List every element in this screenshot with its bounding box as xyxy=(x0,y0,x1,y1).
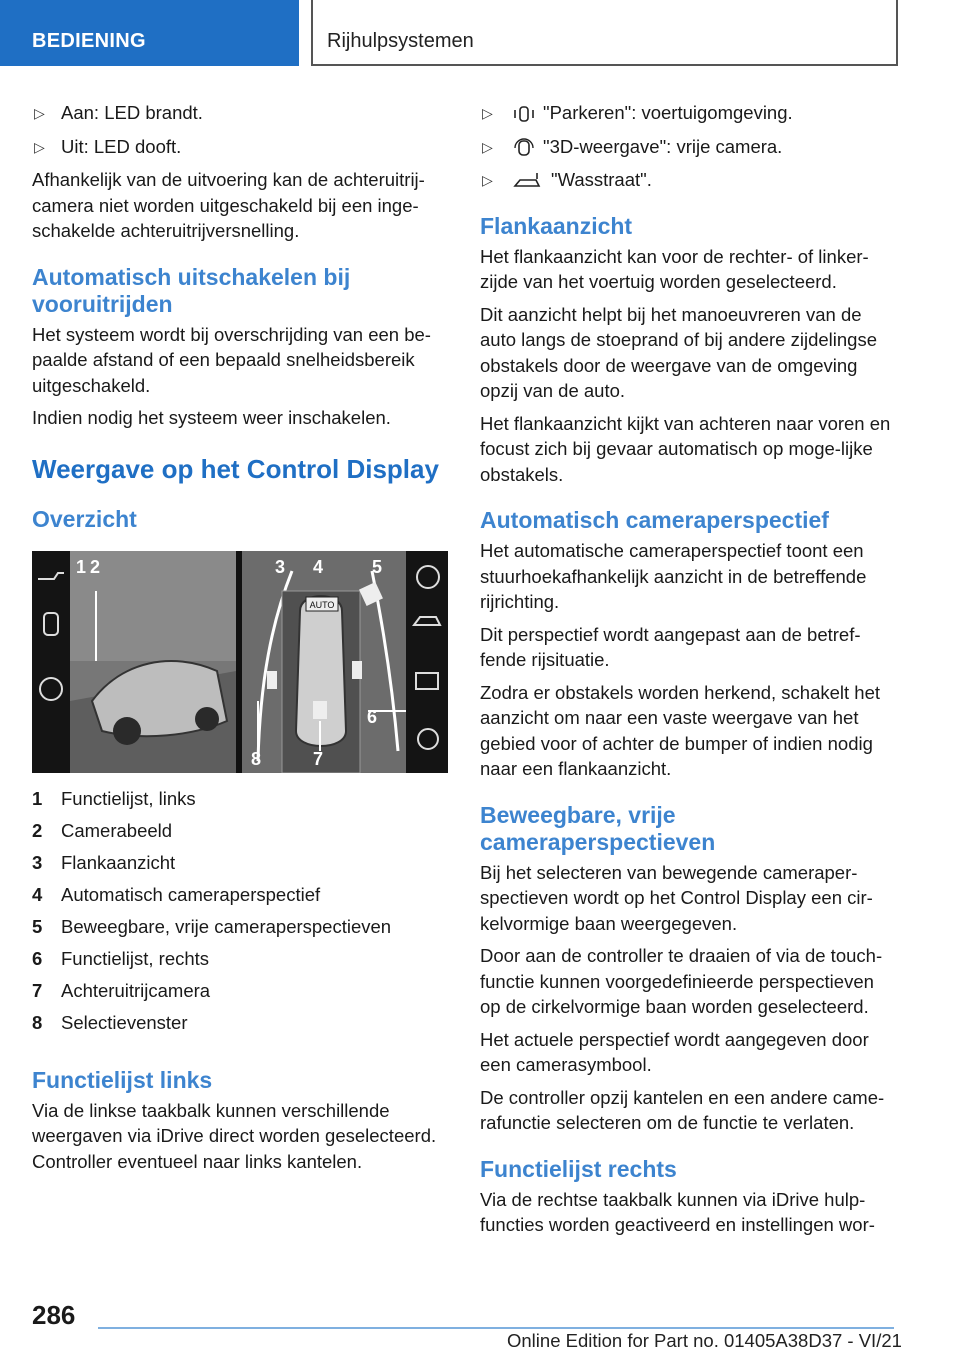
callout-4: 4 xyxy=(313,556,324,577)
paragraph: Dit aanzicht helpt bij het manoeuvreren van de auto langs de stoeprand of bij andere zijdelingse obstakels door de weergave van de omgeving opzij van de auto. xyxy=(480,303,878,401)
paragraph: Het flankaanzicht kan voor de rechter- of linker-zijde van het voertuig worden geselecteerd. xyxy=(480,245,869,292)
bullet-item xyxy=(480,167,898,193)
heading-flank-view: Flankaanzicht xyxy=(480,212,633,239)
bullet-item xyxy=(32,100,450,126)
heading-control-display: Weergave op het Control Display xyxy=(32,453,439,484)
callout-2: 2 xyxy=(90,556,101,577)
legend-item: 1 Functielijst, links xyxy=(32,787,196,809)
legend-item: 4 Automatisch cameraperspectief xyxy=(32,883,321,905)
paragraph: Indien nodig het systeem weer inschakelen. xyxy=(32,407,391,428)
bullet-item xyxy=(480,100,898,126)
figure-legend xyxy=(32,783,450,1039)
auto-label: AUTO xyxy=(309,599,335,610)
legend-item: 3 Flankaanzicht xyxy=(32,851,176,873)
legend-item: 2 Camerabeeld xyxy=(32,819,173,841)
triangle-bullet-icon: ▷ xyxy=(34,105,45,121)
header-chapter-label: Rijhulpsystemen xyxy=(327,30,474,52)
paragraph: Door aan de controller te draaien of via de touch-functie kunnen voorgedefinieerde perspectieven op de cirkelvormige baan worden geselecteerd. xyxy=(480,945,883,1017)
header-section-tab xyxy=(0,0,299,66)
callout-1: 1 xyxy=(76,556,87,577)
heading-auto-off: Automatisch uitschakelen bij vooruitrijden xyxy=(32,263,351,317)
bullet-item xyxy=(480,134,898,160)
page-number: 286 xyxy=(32,1300,76,1330)
paragraph: Via de linkse taakbalk kunnen verschillende weergaven via iDrive direct worden geselecteerd. Controller eventueel naar links kantelen. xyxy=(32,1099,437,1172)
bullet-item xyxy=(32,134,450,160)
paragraph: Dit perspectief wordt aangepast aan de betref-fende rijsituatie. xyxy=(480,623,861,670)
paragraph: Bij het selecteren van bewegende cameraper-spectieven wordt op het Control Display een cir-kelvormige baan weergegeven. xyxy=(480,861,873,934)
triangle-bullet-icon: ▷ xyxy=(34,138,45,155)
paragraph: Afhankelijk van de uitvoering kan de achteruitrij-camera niet worden uitgeschakeld bij een inge-schakelde achteruitrijversnelling. xyxy=(32,169,425,241)
left-column xyxy=(32,100,450,1181)
legend-item: 5 Beweegbare, vrije cameraperspectieven xyxy=(32,915,392,937)
legend-item: 8 Selectievenster xyxy=(32,1011,188,1033)
car-wash-icon xyxy=(513,171,543,191)
paragraph: Het actuele perspectief wordt aangegeven door een camerasymbool. xyxy=(480,1028,869,1075)
control-display-illustration xyxy=(32,551,448,773)
callout-5: 5 xyxy=(372,556,383,577)
3d-view-icon xyxy=(513,138,535,158)
heading-auto-perspective: Automatisch cameraperspectief xyxy=(480,507,829,533)
bullet-text: Uit: LED dooft. xyxy=(61,135,182,157)
callout-3: 3 xyxy=(275,556,286,577)
header-section-label: BEDIENING xyxy=(32,30,146,52)
heading-free-perspectives: Beweegbare, vrije cameraperspectieven xyxy=(480,801,716,855)
footer-divider xyxy=(98,1327,894,1329)
triangle-bullet-icon: ▷ xyxy=(482,138,493,155)
callout-8: 8 xyxy=(251,748,262,769)
heading-function-list-right: Functielijst rechts xyxy=(480,1155,677,1182)
paragraph: Het systeem wordt bij overschrijding van een be-paalde afstand of een bepaald snelheidsbereik uitgeschakeld. xyxy=(32,323,431,396)
control-display-figure xyxy=(32,551,448,773)
heading-overview: Overzicht xyxy=(32,505,137,532)
triangle-bullet-icon: ▷ xyxy=(482,172,493,188)
footer-edition: Online Edition for Part no. 01405A38D37 - VI/21 xyxy=(507,1330,902,1351)
paragraph: Via de rechtse taakbalk kunnen via iDrive hulp-functies worden geactiveerd en instellingen wor- xyxy=(480,1188,875,1235)
right-column xyxy=(480,100,898,1245)
bullet-text: "3D-weergave": vrije camera. xyxy=(543,135,783,157)
parking-view-icon xyxy=(513,104,535,124)
paragraph: Het automatische cameraperspectief toont een stuurhoekafhankelijk aanzicht in de betreffende rijrichting. xyxy=(480,540,867,612)
callout-6: 6 xyxy=(367,706,378,727)
bullet-text: "Parkeren": voertuigomgeving. xyxy=(543,102,793,123)
bullet-text: Aan: LED brandt. xyxy=(61,102,203,123)
legend-item: 6 Functielijst, rechts xyxy=(32,947,210,969)
header-chapter-box xyxy=(311,0,898,66)
paragraph: Het flankaanzicht kijkt van achteren naar voren en focust zich bij gevaar automatisch op moge-lijke obstakels. xyxy=(480,412,891,485)
triangle-bullet-icon: ▷ xyxy=(482,105,493,121)
paragraph: Zodra er obstakels worden herkend, schakelt het aanzicht om naar een vaste weergave van het gebied voor of achter de bumper of indien nodig naar een flankaanzicht. xyxy=(480,681,881,779)
heading-function-list-left: Functielijst links xyxy=(32,1066,213,1093)
legend-item: 7 Achteruitrijcamera xyxy=(32,979,211,1001)
bullet-text: "Wasstraat". xyxy=(551,169,652,190)
paragraph: De controller opzij kantelen en een andere came-rafunctie selecteren om de functie te verlaten. xyxy=(480,1086,885,1133)
callout-7: 7 xyxy=(313,748,324,769)
